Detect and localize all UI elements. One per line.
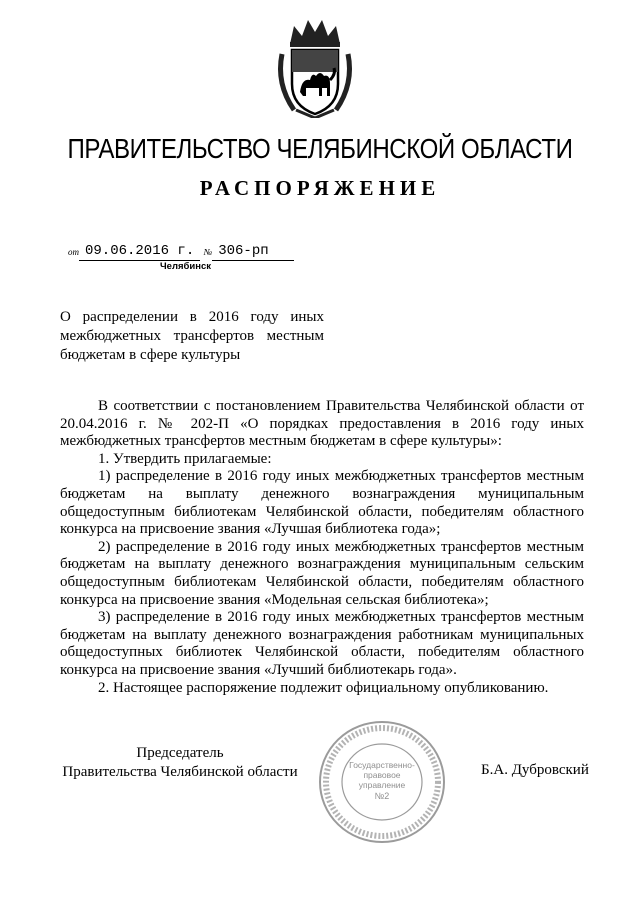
- official-seal: [312, 716, 452, 846]
- subject-line: О распределении в 2016 году иных: [60, 309, 324, 325]
- subject-line: бюджетам в сфере культуры: [60, 347, 241, 363]
- signer-position: [60, 744, 300, 782]
- item-2: 2. Настоящее распоряжение подлежит официальному опубликованию.: [98, 679, 549, 696]
- signer-name: Б.А. Дубровский: [481, 762, 589, 778]
- signer-position-line: Председатель: [136, 745, 224, 761]
- intro-paragraph: В соответствии с постановлением Правительства Челябинской области от 20.04.2016 г. № 202-П «О порядках предоставления в 2016 году иных межбюджетных трансфертов местным бюджетам в сфере культуры»:: [60, 398, 584, 450]
- document-place: Челябинск: [160, 261, 212, 272]
- seal-inner-line: Государственно-: [349, 760, 415, 770]
- subject-line: межбюджетных трансфертов местным: [60, 328, 324, 344]
- date-number-line: [68, 243, 294, 261]
- document-number: 306-рп: [212, 243, 294, 261]
- subitem-1: 1) распределение в 2016 году иных межбюджетных трансфертов местным бюджетам на выплату денежного вознаграждения муниципальным общедоступным библиотекам Челябинской области, победителям областного конкурса на присвоение звания «Лучшая библиотека года»;: [60, 468, 584, 538]
- seal-inner-line: управление: [358, 780, 406, 790]
- seal-inner-line: правовое: [363, 770, 401, 780]
- document-date: 09.06.2016 г.: [79, 243, 200, 261]
- date-prefix: от: [68, 247, 79, 257]
- subitem-2: 2) распределение в 2016 году иных межбюджетных трансфертов местным бюджетам на выплату денежного вознаграждения муниципальным сельским общедоступным библиотекам Челябинской области, победителям областного конкурса на присвоение звания «Модельная сельская библиотека»;: [60, 538, 584, 608]
- subitem-3: 3) распределение в 2016 году иных межбюджетных трансфертов местным бюджетам на выплату денежного вознаграждения работникам муниципальных общедоступных библиотек Челябинской области, победителям областного конкурса на присвоение звания «Лучший библиотекарь года».: [60, 609, 584, 678]
- coat-of-arms-icon: [272, 14, 358, 118]
- seal-inner-line: №2: [374, 791, 390, 801]
- government-title: ПРАВИТЕЛЬСТВО ЧЕЛЯБИНСКОЙ ОБЛАСТИ: [67, 133, 573, 164]
- document-body: [60, 398, 584, 697]
- document-subject: [60, 308, 324, 365]
- item-1: 1. Утвердить прилагаемые:: [98, 450, 272, 467]
- number-prefix: №: [203, 247, 213, 257]
- document-type: РАСПОРЯЖЕНИЕ: [199, 176, 441, 200]
- signer-position-line: Правительства Челябинской области: [62, 764, 298, 780]
